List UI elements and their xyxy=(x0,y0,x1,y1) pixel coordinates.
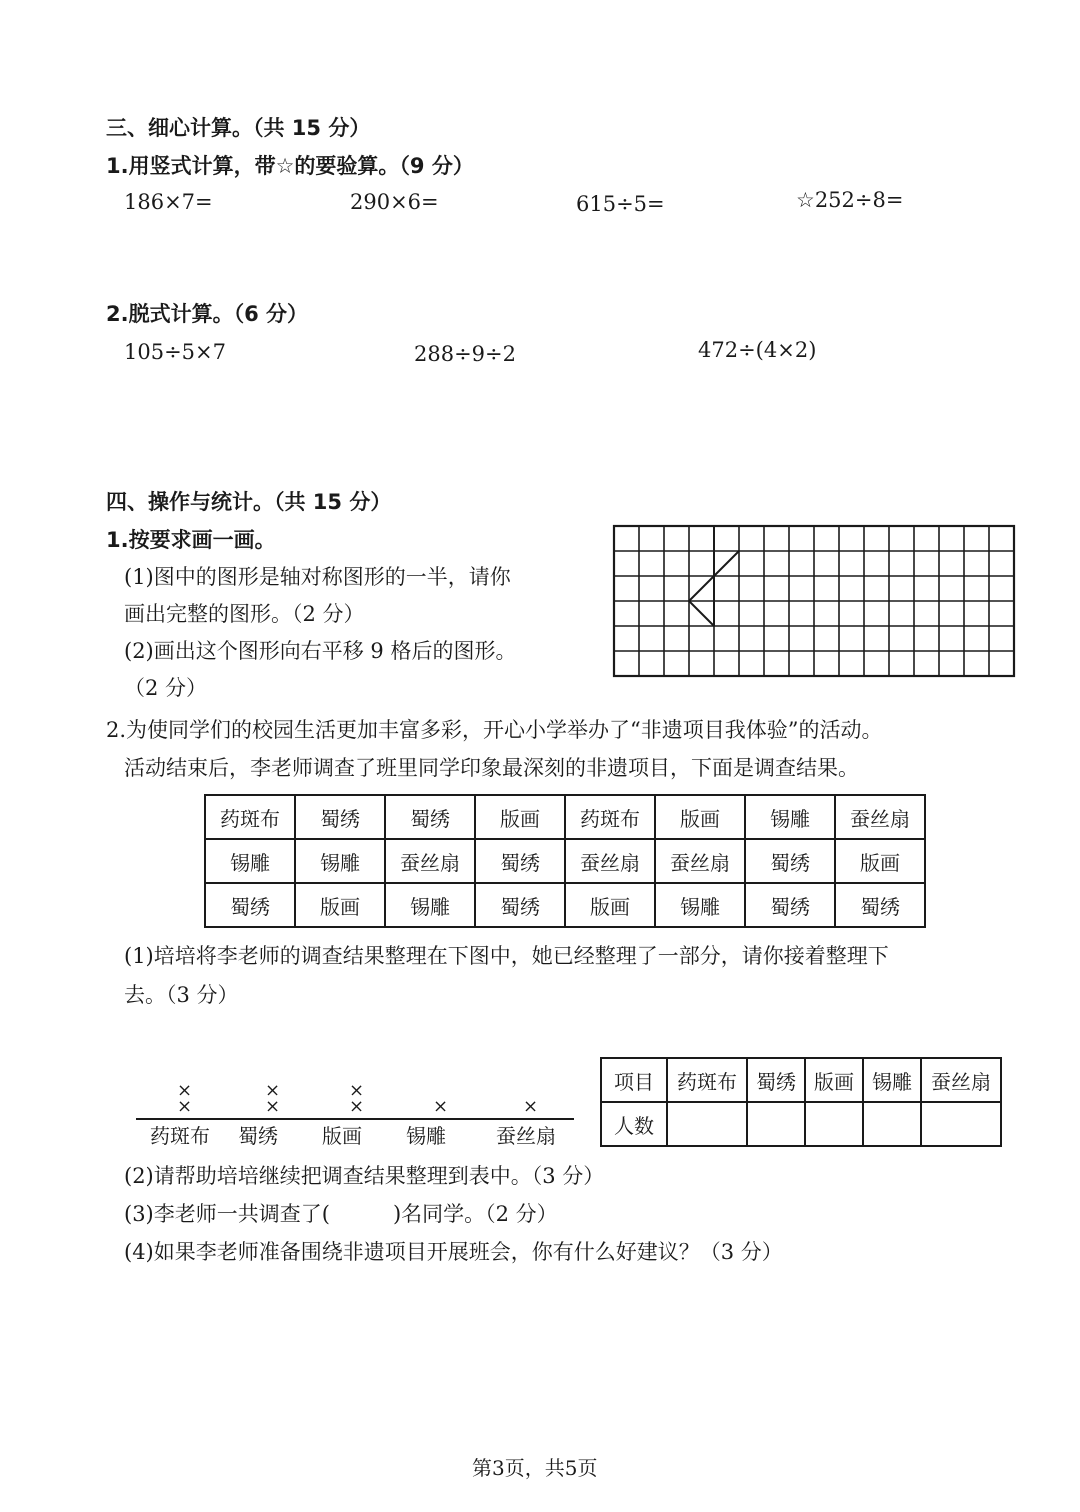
draw-instruction-4: （2 分） xyxy=(124,676,208,700)
table-header-item: 项目 xyxy=(601,1058,667,1102)
table-header-count: 人数 xyxy=(601,1102,667,1146)
survey-row xyxy=(205,883,925,927)
survey-cell: 锡雕 xyxy=(655,883,745,927)
survey-cell: 版画 xyxy=(295,883,385,927)
table-column-header: 蚕丝扇 xyxy=(921,1058,1001,1102)
survey-row xyxy=(205,839,925,883)
sub-question-3: (3)李老师一共调查了( )名同学。（2 分） xyxy=(124,1202,558,1226)
table-column-header: 版画 xyxy=(805,1058,863,1102)
tally-mark: × xyxy=(523,1096,539,1117)
tally-category-label: 药斑布 xyxy=(150,1124,210,1148)
q1-label: 1.用竖式计算，带☆的要验算。（9 分） xyxy=(106,154,474,178)
table-count-cell[interactable] xyxy=(863,1102,921,1146)
tally-instruction-2: 去。（3 分） xyxy=(124,983,239,1007)
expr-6: 288÷9÷2 xyxy=(414,342,516,366)
draw-question-label: 1.按要求画一画。 xyxy=(106,528,276,552)
table-column-header: 药斑布 xyxy=(667,1058,747,1102)
survey-cell: 锡雕 xyxy=(385,883,475,927)
survey-cell: 锡雕 xyxy=(745,795,835,839)
survey-cell: 蚕丝扇 xyxy=(655,839,745,883)
survey-cell: 蜀绣 xyxy=(475,839,565,883)
tally-table xyxy=(600,1057,1002,1147)
survey-cell: 蜀绣 xyxy=(835,883,925,927)
survey-row xyxy=(205,795,925,839)
survey-cell: 锡雕 xyxy=(295,839,385,883)
table-column-header: 锡雕 xyxy=(863,1058,921,1102)
survey-cell: 版画 xyxy=(475,795,565,839)
tally-mark: × xyxy=(177,1096,193,1117)
survey-cell: 锡雕 xyxy=(205,839,295,883)
survey-cell: 版画 xyxy=(565,883,655,927)
draw-instruction-1: (1)图中的图形是轴对称图形的一半，请你 xyxy=(124,565,511,589)
survey-cell: 版画 xyxy=(835,839,925,883)
expr-1: 186×7= xyxy=(124,190,213,214)
section-3-title: 三、细心计算。（共 15 分） xyxy=(106,116,371,140)
tally-category-label: 版画 xyxy=(322,1124,362,1148)
tally-mark: × xyxy=(433,1096,449,1117)
survey-cell: 蚕丝扇 xyxy=(385,839,475,883)
expr-2: 290×6= xyxy=(350,190,439,214)
tally-mark: × xyxy=(349,1080,365,1101)
survey-cell: 蚕丝扇 xyxy=(565,839,655,883)
page-footer: 第3页，共5页 xyxy=(472,1456,598,1480)
sub-question-4: (4)如果李老师准备围绕非遗项目开展班会，你有什么好建议？（3 分） xyxy=(124,1240,783,1264)
table-column-header: 蜀绣 xyxy=(747,1058,805,1102)
survey-cell: 蜀绣 xyxy=(745,839,835,883)
table-count-cell[interactable] xyxy=(805,1102,863,1146)
tally-category-label: 蚕丝扇 xyxy=(496,1124,556,1148)
survey-cell: 蜀绣 xyxy=(385,795,475,839)
tally-chart xyxy=(136,1070,576,1160)
draw-instruction-3: (2)画出这个图形向右平移 9 格后的图形。 xyxy=(124,639,517,663)
survey-cell: 版画 xyxy=(655,795,745,839)
tally-instruction-1: (1)培培将李老师的调查结果整理在下图中，她已经整理了一部分，请你接着整理下 xyxy=(124,944,889,968)
sub-question-2: (2)请帮助培培继续把调查结果整理到表中。（3 分） xyxy=(124,1164,605,1188)
survey-cell: 蜀绣 xyxy=(475,883,565,927)
q2-label: 2.脱式计算。（6 分） xyxy=(106,302,309,326)
draw-instruction-2: 画出完整的图形。（2 分） xyxy=(124,602,365,626)
survey-cell: 蜀绣 xyxy=(295,795,385,839)
expr-5: 105÷5×7 xyxy=(124,340,226,364)
expr-4: ☆252÷8= xyxy=(796,188,904,212)
survey-cell: 药斑布 xyxy=(565,795,655,839)
drawing-grid[interactable] xyxy=(612,524,1018,678)
table-count-cell[interactable] xyxy=(747,1102,805,1146)
tally-category-label: 蜀绣 xyxy=(238,1124,278,1148)
expr-3: 615÷5= xyxy=(576,192,665,216)
survey-cell: 蜀绣 xyxy=(745,883,835,927)
section-4-title: 四、操作与统计。（共 15 分） xyxy=(106,490,392,514)
expr-7: 472÷(4×2) xyxy=(698,338,817,362)
table-count-cell[interactable] xyxy=(921,1102,1001,1146)
survey-table xyxy=(204,794,926,928)
tally-mark: × xyxy=(265,1096,281,1117)
survey-cell: 药斑布 xyxy=(205,795,295,839)
tally-mark: × xyxy=(265,1080,281,1101)
survey-cell: 蜀绣 xyxy=(205,883,295,927)
tally-mark: × xyxy=(177,1080,193,1101)
survey-intro-1: 2.为使同学们的校园生活更加丰富多彩，开心小学举办了“非遗项目我体验”的活动。 xyxy=(106,718,883,742)
tally-mark: × xyxy=(349,1096,365,1117)
tally-category-label: 锡雕 xyxy=(406,1124,446,1148)
table-count-cell[interactable] xyxy=(667,1102,747,1146)
survey-intro-2: 活动结束后，李老师调查了班里同学印象最深刻的非遗项目，下面是调查结果。 xyxy=(124,756,859,780)
survey-cell: 蚕丝扇 xyxy=(835,795,925,839)
tally-baseline xyxy=(136,1118,574,1120)
